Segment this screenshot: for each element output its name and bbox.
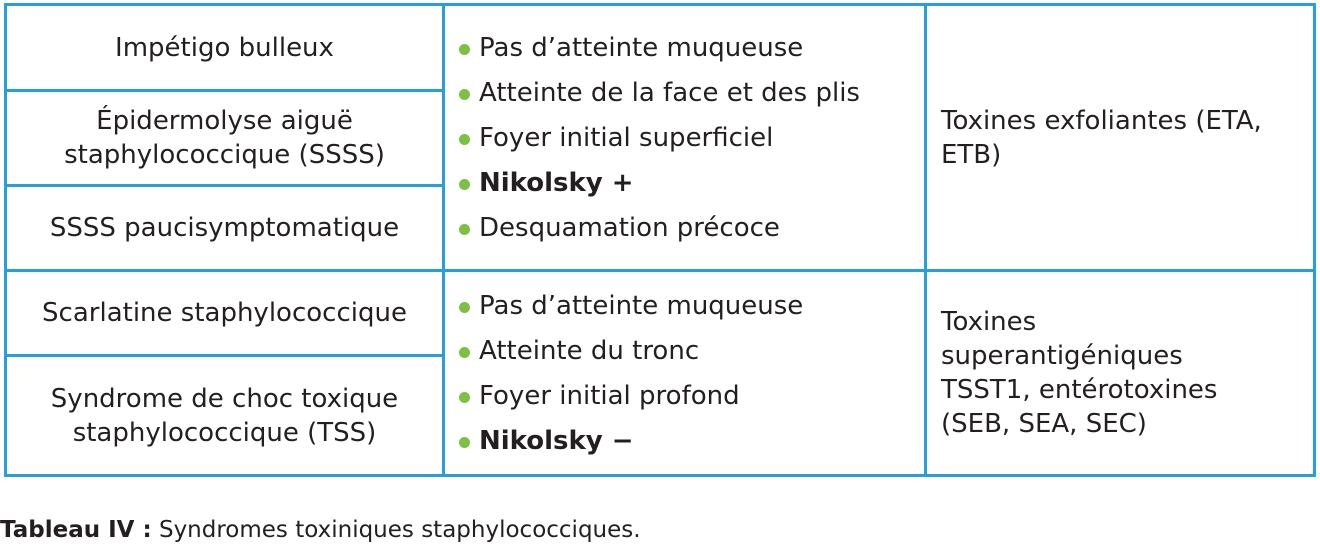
bullet-icon [459,224,470,235]
feature-text: Pas d’atteinte muqueuse [479,290,804,321]
feature-item [459,25,860,70]
caption-label: Tableau IV : [0,517,152,543]
toxins-label: Toxines exfoliantes (ETA, ETB) [941,105,1262,170]
bullet-icon [459,392,470,403]
disease-cell [37,92,412,184]
bullet-icon [459,179,470,190]
feature-text: Desquamation précoce [479,212,780,243]
disease-cell [27,357,422,474]
disease-label: Épidermolyse aiguë staphylococcique (SSSS) [64,106,385,170]
features-cell [459,6,919,269]
toxins-label: Toxines superantigéniques TSST1, entérotoxines (SEB, SEA, SEC) [941,307,1218,439]
bullet-icon [459,44,470,55]
feature-text: Atteinte de la face et des plis [479,77,860,108]
feature-text: Pas d’atteinte muqueuse [479,32,804,63]
table-caption [0,515,641,545]
feature-item [459,160,860,205]
column-divider [924,6,927,474]
toxins-cell [941,6,1301,269]
bullet-icon [459,347,470,358]
feature-list [459,283,803,463]
feature-text: Foyer initial superficiel [479,122,774,153]
disease-cell [7,187,442,269]
column-divider [442,6,445,474]
feature-item [459,373,803,418]
disease-label: SSSS paucisymptomatique [49,213,400,243]
disease-cell [7,6,442,89]
feature-item [459,70,860,115]
bullet-icon [459,302,470,313]
feature-item [459,328,803,373]
feature-text: Nikolsky + [479,167,634,198]
disease-label: Syndrome de choc toxique staphylococcique (TSS) [50,383,399,448]
bullet-icon [459,134,470,145]
feature-item [459,205,860,250]
disease-label: Scarlatine staphylococcique [42,298,407,328]
caption-text: Syndromes toxiniques staphylococciques. [151,517,641,543]
feature-item [459,283,803,328]
feature-item [459,418,803,463]
feature-list [459,25,860,250]
disease-cell [7,272,442,354]
bullet-icon [459,89,470,100]
feature-item [459,115,860,160]
bullet-icon [459,437,470,448]
syndromes-table [4,3,1316,477]
feature-text: Atteinte du tronc [479,335,700,366]
feature-text: Foyer initial profond [479,380,740,411]
features-cell [459,272,919,474]
feature-text: Nikolsky − [479,425,634,456]
toxins-cell [941,272,1261,474]
disease-label: Impétigo bulleux [115,32,334,63]
